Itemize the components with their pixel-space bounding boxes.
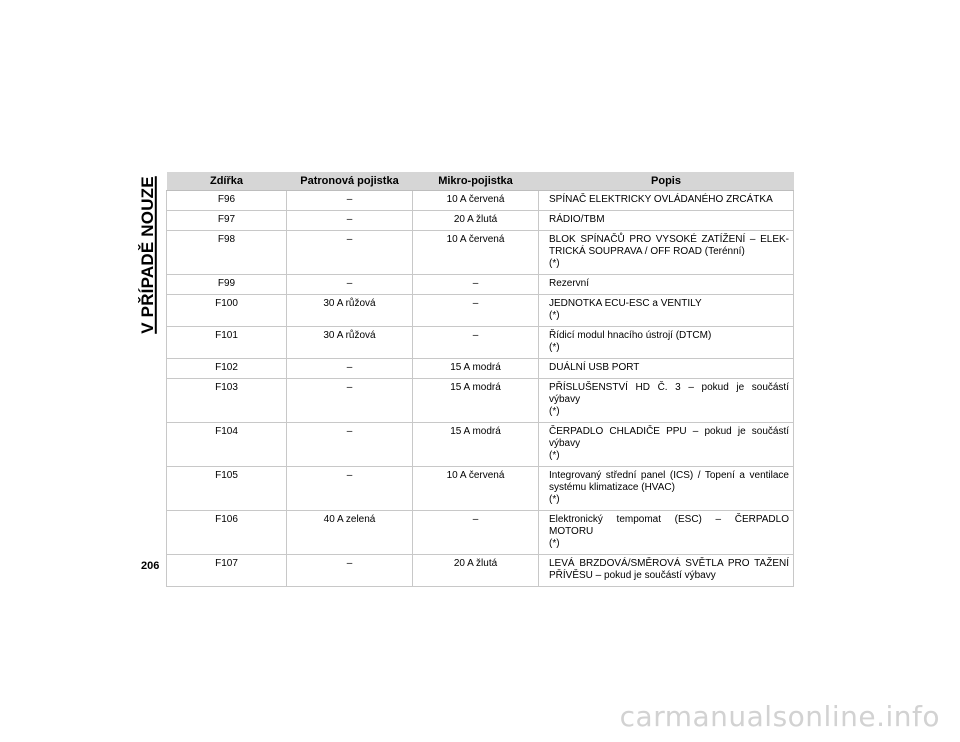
cell-micro-fuse: 15 A modrá [413, 359, 539, 379]
cell-socket: F107 [167, 555, 287, 587]
header-micro-fuse: Mikro-pojistka [413, 172, 539, 191]
table-row [167, 211, 794, 231]
table-row [167, 191, 794, 211]
cell-socket: F100 [167, 295, 287, 327]
cell-cartridge-fuse: – [287, 423, 413, 467]
cell-cartridge-fuse: – [287, 231, 413, 275]
watermark: carmanualsonline.info [619, 700, 940, 733]
cell-description [539, 211, 794, 231]
table-row [167, 555, 794, 587]
description-text: Rezervní [549, 278, 590, 289]
cell-description [539, 191, 794, 211]
cell-description [539, 231, 794, 275]
cell-socket: F101 [167, 327, 287, 359]
cell-description [539, 295, 794, 327]
cell-socket: F96 [167, 191, 287, 211]
description-note: (*) [549, 450, 560, 461]
description-text: JEDNOTKA ECU-ESC a VENTILY [549, 298, 702, 309]
cell-socket: F98 [167, 231, 287, 275]
description-text: SPÍNAČ ELEKTRICKY OVLÁDANÉHO ZRCÁTKA [549, 194, 773, 205]
description-note: (*) [549, 258, 560, 269]
header-description: Popis [539, 172, 794, 191]
description-text: PŘÍSLUŠENSTVÍ HD Č. 3 – pokud je součástí výbavy [549, 382, 789, 405]
description-text: Integrovaný střední panel (ICS) / Topení a ventilace systému klimatizace (HVAC) [549, 470, 789, 493]
description-note: (*) [549, 310, 560, 321]
cell-cartridge-fuse: – [287, 467, 413, 511]
fuse-table [166, 172, 794, 587]
cell-micro-fuse: 15 A modrá [413, 423, 539, 467]
cell-cartridge-fuse: – [287, 211, 413, 231]
cell-micro-fuse: – [413, 511, 539, 555]
cell-cartridge-fuse: – [287, 191, 413, 211]
section-title [136, 175, 160, 335]
section-title-text: V PŘÍPADĚ NOUZE [138, 176, 157, 334]
page-number: 206 [141, 560, 160, 572]
table-header-row [167, 172, 794, 191]
description-note: (*) [549, 406, 560, 417]
description-text: ČERPADLO CHLADIČE PPU – pokud je součástí výbavy [549, 426, 789, 449]
description-note: (*) [549, 494, 560, 505]
description-note: (*) [549, 538, 560, 549]
cell-socket: F97 [167, 211, 287, 231]
cell-socket: F103 [167, 379, 287, 423]
table-row [167, 359, 794, 379]
cell-micro-fuse: – [413, 327, 539, 359]
cell-cartridge-fuse: – [287, 555, 413, 587]
cell-socket: F104 [167, 423, 287, 467]
table-row [167, 511, 794, 555]
cell-description [539, 467, 794, 511]
description-text: Elektronický tempomat (ESC) – ČERPADLO MOTORU [549, 514, 789, 537]
cell-cartridge-fuse: – [287, 379, 413, 423]
table-row [167, 327, 794, 359]
description-text: Řídicí modul hnacího ústrojí (DTCM) [549, 330, 712, 341]
table-row [167, 231, 794, 275]
cell-micro-fuse: 20 A žlutá [413, 555, 539, 587]
cell-description [539, 379, 794, 423]
cell-micro-fuse: – [413, 295, 539, 327]
cell-micro-fuse: 10 A červená [413, 191, 539, 211]
cell-cartridge-fuse: – [287, 275, 413, 295]
cell-description [539, 359, 794, 379]
cell-socket: F105 [167, 467, 287, 511]
cell-micro-fuse: 15 A modrá [413, 379, 539, 423]
cell-description [539, 511, 794, 555]
table-row [167, 275, 794, 295]
table-row [167, 423, 794, 467]
cell-micro-fuse: 20 A žlutá [413, 211, 539, 231]
cell-description [539, 423, 794, 467]
header-cartridge-fuse: Patronová pojistka [287, 172, 413, 191]
cell-micro-fuse: 10 A červená [413, 467, 539, 511]
description-note: (*) [549, 342, 560, 353]
cell-cartridge-fuse: – [287, 359, 413, 379]
cell-cartridge-fuse: 40 A zelená [287, 511, 413, 555]
cell-cartridge-fuse: 30 A růžová [287, 327, 413, 359]
cell-description [539, 275, 794, 295]
table-row [167, 379, 794, 423]
description-text: DUÁLNÍ USB PORT [549, 362, 640, 373]
cell-socket: F106 [167, 511, 287, 555]
cell-micro-fuse: 10 A červená [413, 231, 539, 275]
table-row [167, 295, 794, 327]
cell-socket: F99 [167, 275, 287, 295]
description-text: RÁDIO/TBM [549, 214, 605, 225]
description-text: BLOK SPÍNAČŮ PRO VYSOKÉ ZATÍŽENÍ – ELEK-TRICKÁ SOUPRAVA / OFF ROAD (Terénní) [549, 234, 789, 257]
cell-cartridge-fuse: 30 A růžová [287, 295, 413, 327]
header-socket: Zdířka [167, 172, 287, 191]
cell-description [539, 555, 794, 587]
cell-micro-fuse: – [413, 275, 539, 295]
cell-socket: F102 [167, 359, 287, 379]
table-row [167, 467, 794, 511]
cell-description [539, 327, 794, 359]
description-text: LEVÁ BRZDOVÁ/SMĚROVÁ SVĚTLA PRO TAŽENÍ PŘÍVĚSU – pokud je součástí výbavy [549, 558, 789, 581]
